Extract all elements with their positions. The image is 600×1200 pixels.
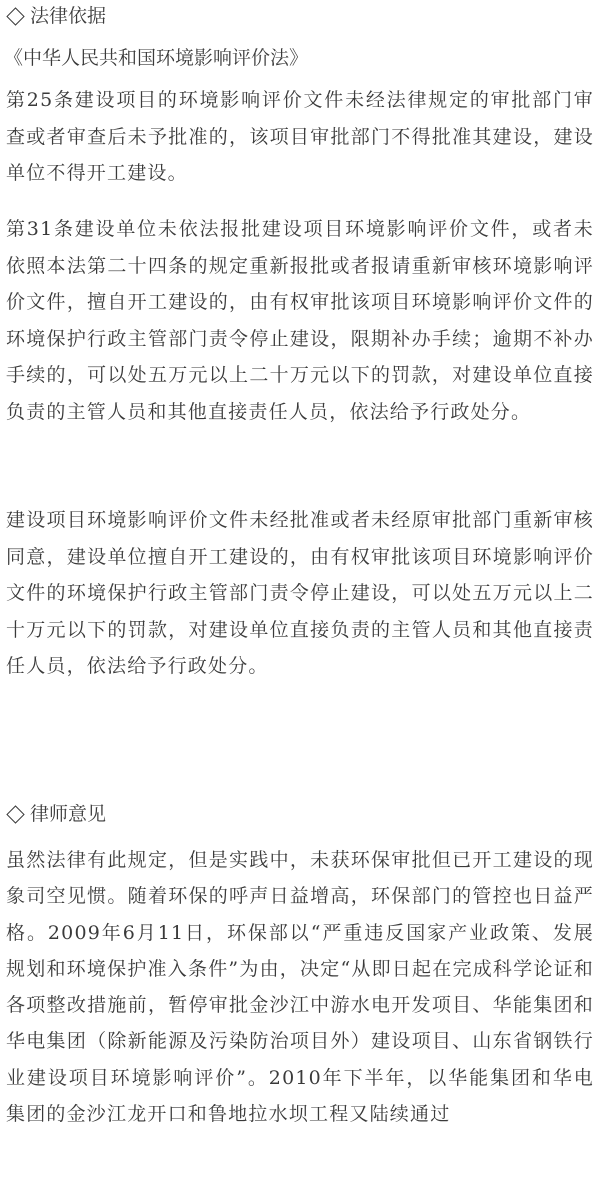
article-31-second-paragraph: 建设项目环境影响评价文件未经批准或者未经原审批部门重新审核同意，建设单位擅自开工建设的，由有权审批该项目环境影响评价文件的环境保护行政主管部门责令停止建设，可以处五万元以上二十万元以下的罚款，对建设单位直接负责的主管人员和其他直接责任人员，依法给予行政处分。 — [6, 509, 594, 677]
lawyer-opinion-paragraph: 虽然法律有此规定，但是实践中，未获环保审批但已开工建设的现象司空见惯。随着环保的呼声日益增高，环保部门的管控也日益严格。2009年6月11日，环保部以“严重违反国家产业政策、发展规划和环境保护准入条件”为由，决定“从即日起在完成科学论证和各项整改措施前，暂停审批金沙江中游水电开发项目、华能集团和华电集团（除新能源及污染防治项目外）建设项目、山东省钢铁行业建设项目环境影响评价”。2010年下半年，以华能集团和华电集团的金沙江龙开口和鲁地拉水坝工程又陆续通过 — [6, 849, 594, 1126]
article-25-paragraph: 第25条建设项目的环境影响评价文件未经法律规定的审批部门审查或者审查后未予批准的，该项目审批部门不得批准其建设，建设单位不得开工建设。 — [6, 89, 594, 184]
diamond-outline-icon — [6, 805, 24, 823]
diamond-outline-icon — [6, 7, 24, 25]
section-heading-lawyer-opinion — [6, 800, 106, 828]
section-heading-label: 法律依据 — [30, 5, 107, 27]
section-heading-label: 律师意见 — [30, 803, 107, 825]
article-31-paragraph: 第31条建设单位未依法报批建设项目环境影响评价文件，或者未依照本法第二十四条的规定重新报批或者报请重新审核环境影响评价文件，擅自开工建设的，由有权审批该项目环境影响评价文件的环境保护行政主管部门责令停止建设，限期补办手续；逾期不补办手续的，可以处五万元以上二十万元以下的罚款，对建设单位直接负责的主管人员和其他直接责任人员，依法给予行政处分。 — [6, 218, 594, 423]
law-title: 《中华人民共和国环境影响评价法》 — [4, 47, 309, 69]
section-heading-legal-basis — [6, 2, 106, 30]
